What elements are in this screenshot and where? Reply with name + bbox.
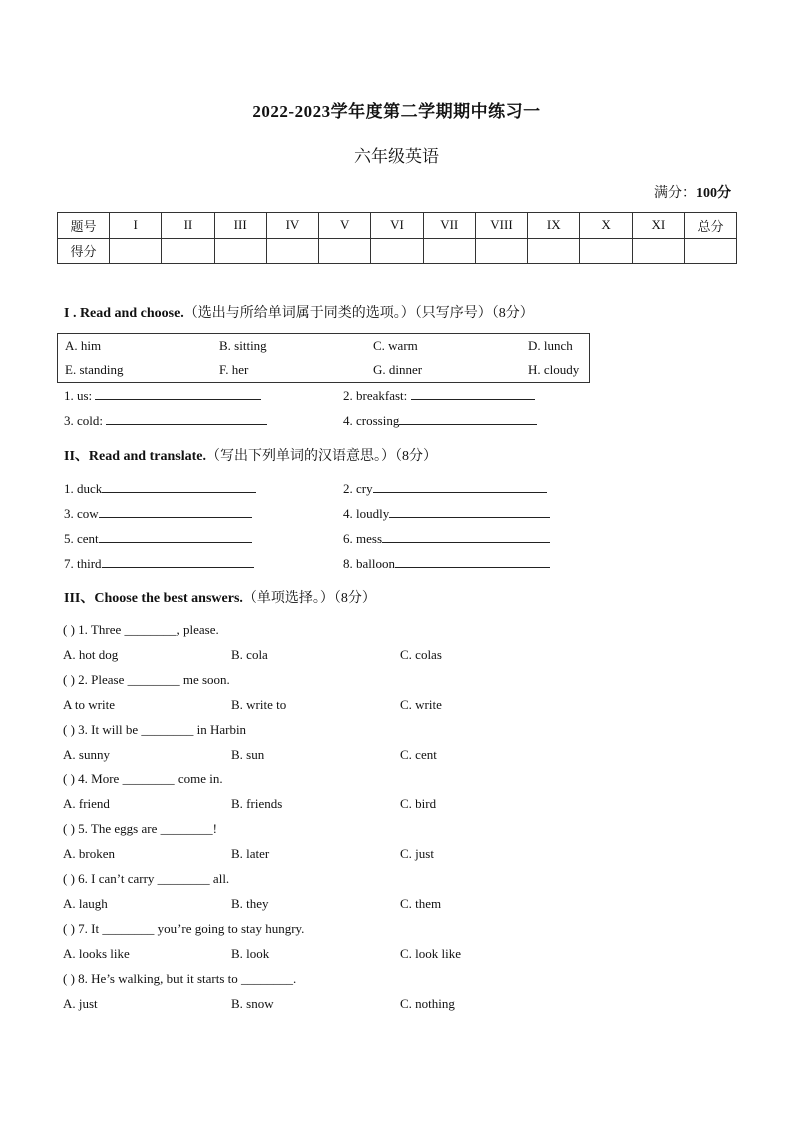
mc-option-a[interactable]: A. broken (63, 846, 115, 861)
s1-question (343, 387, 535, 404)
s1-question-label: 3. cold: (64, 413, 103, 428)
mc-option-a[interactable]: A to write (63, 697, 115, 712)
score-cell[interactable] (475, 238, 527, 264)
mc-option-c[interactable]: C. just (400, 846, 434, 861)
mc-option-a[interactable]: A. friend (63, 796, 110, 811)
mc-question: ( ) 1. Three ________, please. (63, 622, 219, 637)
answer-blank[interactable] (99, 505, 252, 518)
mc-option-c[interactable]: C. bird (400, 796, 437, 811)
s1-question (64, 387, 261, 404)
score-header-cell: IX (528, 213, 580, 239)
score-header-cell: VI (371, 213, 423, 239)
s1-question (64, 412, 267, 429)
section3-instruction: （单项选择。）（8分） (242, 591, 376, 606)
mc-question: ( ) 8. He’s walking, but it starts to ________. (63, 971, 297, 986)
mc-option-c[interactable]: C. cent (400, 747, 437, 762)
option-item: B. sitting (219, 338, 267, 353)
section1-title: I . Read and choose. (64, 306, 184, 321)
section1-instruction: （选出与所给单词属于同类的选项。）（只写序号）（8分） (183, 306, 534, 321)
score-header-cell: X (580, 213, 632, 239)
score-header-cell: V (319, 213, 371, 239)
score-cell[interactable] (632, 238, 684, 264)
section1-options-box (57, 333, 590, 383)
score-header-cell: XI (632, 213, 684, 239)
document-title: 2022-2023学年度第二学期期中练习一 (252, 102, 541, 121)
answer-blank[interactable] (382, 530, 550, 543)
score-cell[interactable] (214, 238, 266, 264)
section3-heading (64, 587, 376, 607)
s2-word-label: 8. balloon (343, 556, 395, 571)
answer-blank[interactable] (95, 387, 261, 400)
mc-option-b[interactable]: B. write to (231, 697, 287, 712)
answer-blank[interactable] (102, 555, 254, 568)
full-mark (654, 182, 731, 202)
score-header-cell: IV (266, 213, 318, 239)
mc-option-c[interactable]: C. look like (400, 946, 462, 961)
mc-option-b[interactable]: B. look (231, 946, 270, 961)
answer-blank[interactable] (411, 387, 535, 400)
s2-word (64, 480, 256, 497)
score-table-header-row (58, 213, 737, 239)
mc-option-c[interactable]: C. write (400, 697, 442, 712)
option-item: C. warm (373, 338, 418, 353)
mc-option-c[interactable]: C. nothing (400, 996, 455, 1011)
score-cell[interactable] (319, 238, 371, 264)
mc-option-b[interactable]: B. friends (231, 796, 283, 811)
section2-title: II、Read and translate. (64, 449, 206, 464)
s2-word (64, 555, 254, 572)
mc-option-c[interactable]: C. colas (400, 647, 442, 662)
score-header-cell: VII (423, 213, 475, 239)
option-item: F. her (219, 362, 249, 377)
option-item: H. cloudy (528, 362, 580, 377)
s1-question-label: 4. crossing (343, 413, 400, 428)
document-subtitle: 六年级英语 (354, 147, 439, 166)
answer-blank[interactable] (373, 480, 547, 493)
s2-word-label: 2. cry (343, 481, 373, 496)
mc-option-a[interactable]: A. just (63, 996, 98, 1011)
s2-word (343, 480, 547, 497)
answer-blank[interactable] (102, 480, 256, 493)
answer-blank[interactable] (99, 530, 252, 543)
mc-question: ( ) 4. More ________ come in. (63, 771, 223, 786)
s2-word-label: 7. third (64, 556, 102, 571)
mc-option-b[interactable]: B. cola (231, 647, 268, 662)
option-item: A. him (65, 338, 102, 353)
s2-word (343, 555, 550, 572)
section1-heading (64, 302, 534, 322)
s1-question (343, 412, 537, 429)
mc-option-a[interactable]: A. hot dog (63, 647, 119, 662)
mc-option-c[interactable]: C. them (400, 896, 442, 911)
s2-word-label: 1. duck (64, 481, 103, 496)
score-cell[interactable] (110, 238, 162, 264)
section2-heading (64, 445, 437, 465)
mc-question: ( ) 7. It ________ you’re going to stay hungry. (63, 921, 305, 936)
score-cell[interactable] (423, 238, 475, 264)
mc-option-b[interactable]: B. later (231, 846, 270, 861)
section2-instruction: （写出下列单词的汉语意思。）（8分） (205, 449, 437, 464)
s2-word (343, 530, 550, 547)
mc-option-b[interactable]: B. sun (231, 747, 265, 762)
s1-question-label: 1. us: (64, 388, 93, 403)
score-table (57, 212, 737, 264)
mc-question: ( ) 3. It will be ________ in Harbin (63, 722, 247, 737)
score-header-cell: VIII (475, 213, 527, 239)
s2-word (64, 505, 252, 522)
score-header-cell: 总分 (685, 213, 737, 239)
mc-question: ( ) 2. Please ________ me soon. (63, 672, 230, 687)
mc-option-a[interactable]: A. sunny (63, 747, 110, 762)
score-cell[interactable] (685, 238, 737, 264)
full-mark-label: 满分： (654, 186, 696, 201)
score-cell[interactable] (266, 238, 318, 264)
score-header-cell: 题号 (58, 213, 110, 239)
option-item: E. standing (65, 362, 124, 377)
option-item: G. dinner (373, 362, 423, 377)
answer-blank[interactable] (399, 412, 537, 425)
score-cell[interactable] (371, 238, 423, 264)
mc-option-a[interactable]: A. looks like (63, 946, 130, 961)
score-table-score-row (58, 238, 737, 264)
mc-question: ( ) 6. I can’t carry ________ all. (63, 871, 230, 886)
s2-word-label: 3. cow (64, 506, 99, 521)
s1-question-label: 2. breakfast: (343, 388, 408, 403)
answer-blank[interactable] (395, 555, 550, 568)
answer-blank[interactable] (106, 412, 267, 425)
s2-word (64, 530, 252, 547)
option-item: D. lunch (528, 338, 573, 353)
score-cell[interactable] (528, 238, 580, 264)
score-row-label: 得分 (58, 238, 110, 264)
score-cell[interactable] (580, 238, 632, 264)
score-header-cell: II (162, 213, 214, 239)
mc-option-a[interactable]: A. laugh (63, 896, 108, 911)
section3-title: III、Choose the best answers. (64, 591, 243, 606)
s2-word-label: 6. mess (343, 531, 382, 546)
answer-blank[interactable] (389, 505, 550, 518)
mc-option-b[interactable]: B. they (231, 896, 269, 911)
mc-question: ( ) 5. The eggs are ________! (63, 821, 217, 836)
score-cell[interactable] (162, 238, 214, 264)
score-header-cell: I (110, 213, 162, 239)
s2-word-label: 5. cent (64, 531, 99, 546)
full-mark-value: 100分 (696, 186, 731, 201)
mc-option-b[interactable]: B. snow (231, 996, 274, 1011)
s2-word (343, 505, 550, 522)
score-header-cell: III (214, 213, 266, 239)
s2-word-label: 4. loudly (343, 506, 390, 521)
